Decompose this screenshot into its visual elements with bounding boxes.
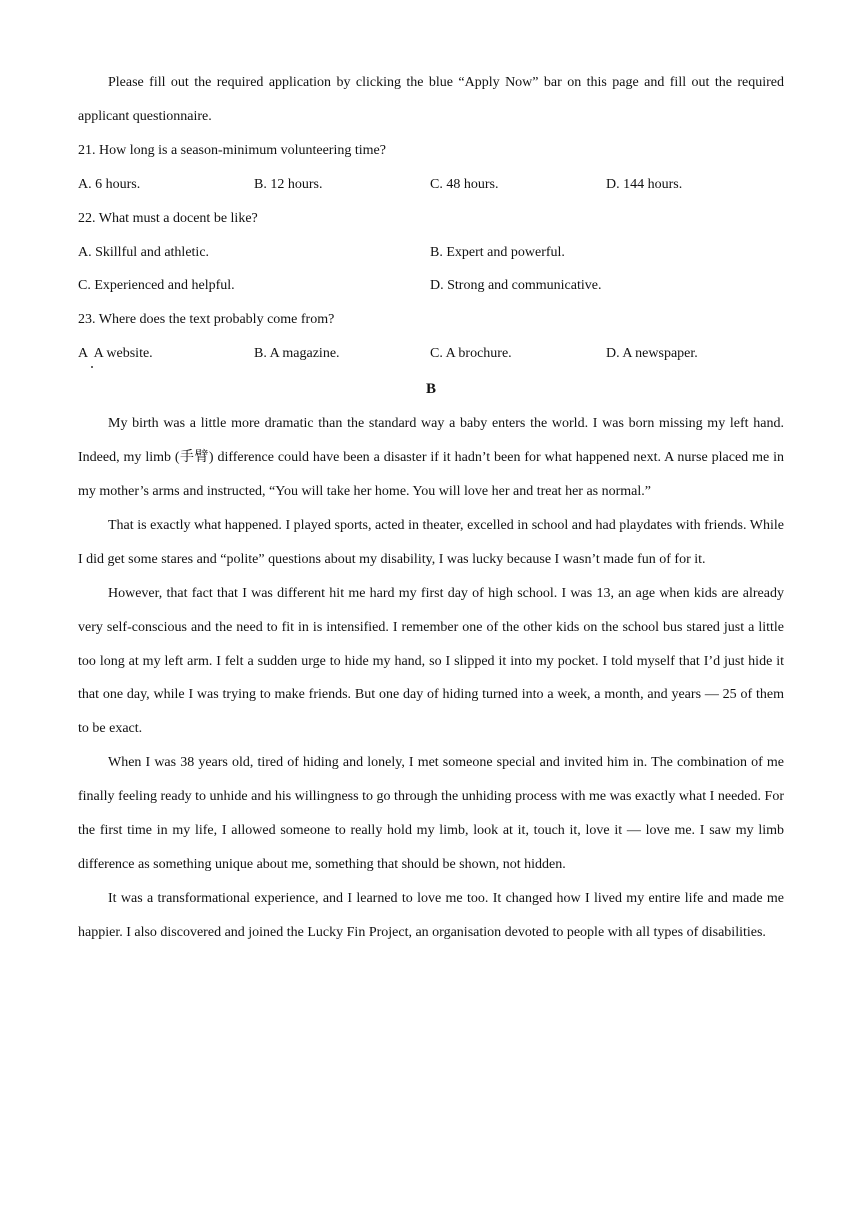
passage-paragraph: When I was 38 years old, tired of hiding and lonely, I met someone special and invited him in. The combination of me finally feeling ready to unhide and his willingness to go through the unhiding process with me was exactly what I needed. For the first time in my life, I allowed someone to really hold my limb, look at it, touch it, love it — love me. I saw my limb difference as something unique about me, something that should be shown, not hidden. (78, 755, 784, 872)
question-stem: 22. What must a docent be like? (78, 210, 258, 226)
option-b: B. A magazine. (254, 346, 340, 362)
option-a: A A website. (78, 346, 153, 362)
option-b: B. 12 hours. (254, 176, 323, 192)
question-options (78, 236, 784, 304)
question-stem: 23. Where does the text probably come from? (78, 312, 335, 328)
passage-paragraph: My birth was a little more dramatic than the standard way a baby enters the world. I was born missing my left hand. Indeed, my limb (手臂) difference could have been a disaster if it hadn’t been for what happened next. A nurse placed me in my mother’s arms and instructed, “You will take her home. You will love her and treat her as normal.” (78, 416, 784, 499)
passage-paragraph: It was a transformational experience, and I learned to love me too. It changed how I lived my entire life and made me happier. I also discovered and joined the Lucky Fin Project, an organisation devoted to people with all types of disabilities. (78, 890, 784, 940)
option-c: C. 48 hours. (430, 176, 499, 192)
question-stem: 21. How long is a season-minimum volunteering time? (78, 142, 386, 158)
option-d: D. A newspaper. (606, 346, 698, 362)
section-b-title: B (425, 381, 436, 398)
question-22 (78, 202, 784, 304)
question-23 (78, 303, 784, 371)
passage-paragraph: That is exactly what happened. I played sports, acted in theater, excelled in school and had playdates with friends. While I did get some stares and “polite” questions about my disability, I was lucky because I wasn’t made fun of for it. (78, 517, 784, 567)
option-c: C. Experienced and helpful. (78, 278, 235, 294)
question-options (78, 337, 784, 371)
question-21 (78, 134, 784, 202)
question-options (78, 168, 784, 202)
intro-paragraph: Please fill out the required application by clicking the blue “Apply Now” bar on this page and fill out the required applicant questionnaire. (78, 75, 784, 124)
option-c: C. A brochure. (430, 346, 512, 362)
option-a: A. Skillful and athletic. (78, 244, 210, 260)
stray-dot-mark (91, 366, 93, 368)
option-d: D. 144 hours. (606, 176, 683, 192)
option-a: A. 6 hours. (78, 176, 141, 192)
document-page (78, 66, 784, 950)
passage-paragraph: However, that fact that I was different hit me hard my first day of high school. I was 13, an age when kids are already very self-conscious and the need to fit in is intensified. I remember one of the other kids on the school bus stared just a little too long at my left arm. I felt a sudden urge to hide my hand, so I slipped it into my pocket. I told myself that I’d just hide it that one day, while I was trying to make friends. But one day of hiding turned into a week, a month, and years — 25 of them to be exact. (78, 585, 784, 737)
option-b: B. Expert and powerful. (430, 244, 565, 260)
option-d: D. Strong and communicative. (430, 278, 602, 294)
